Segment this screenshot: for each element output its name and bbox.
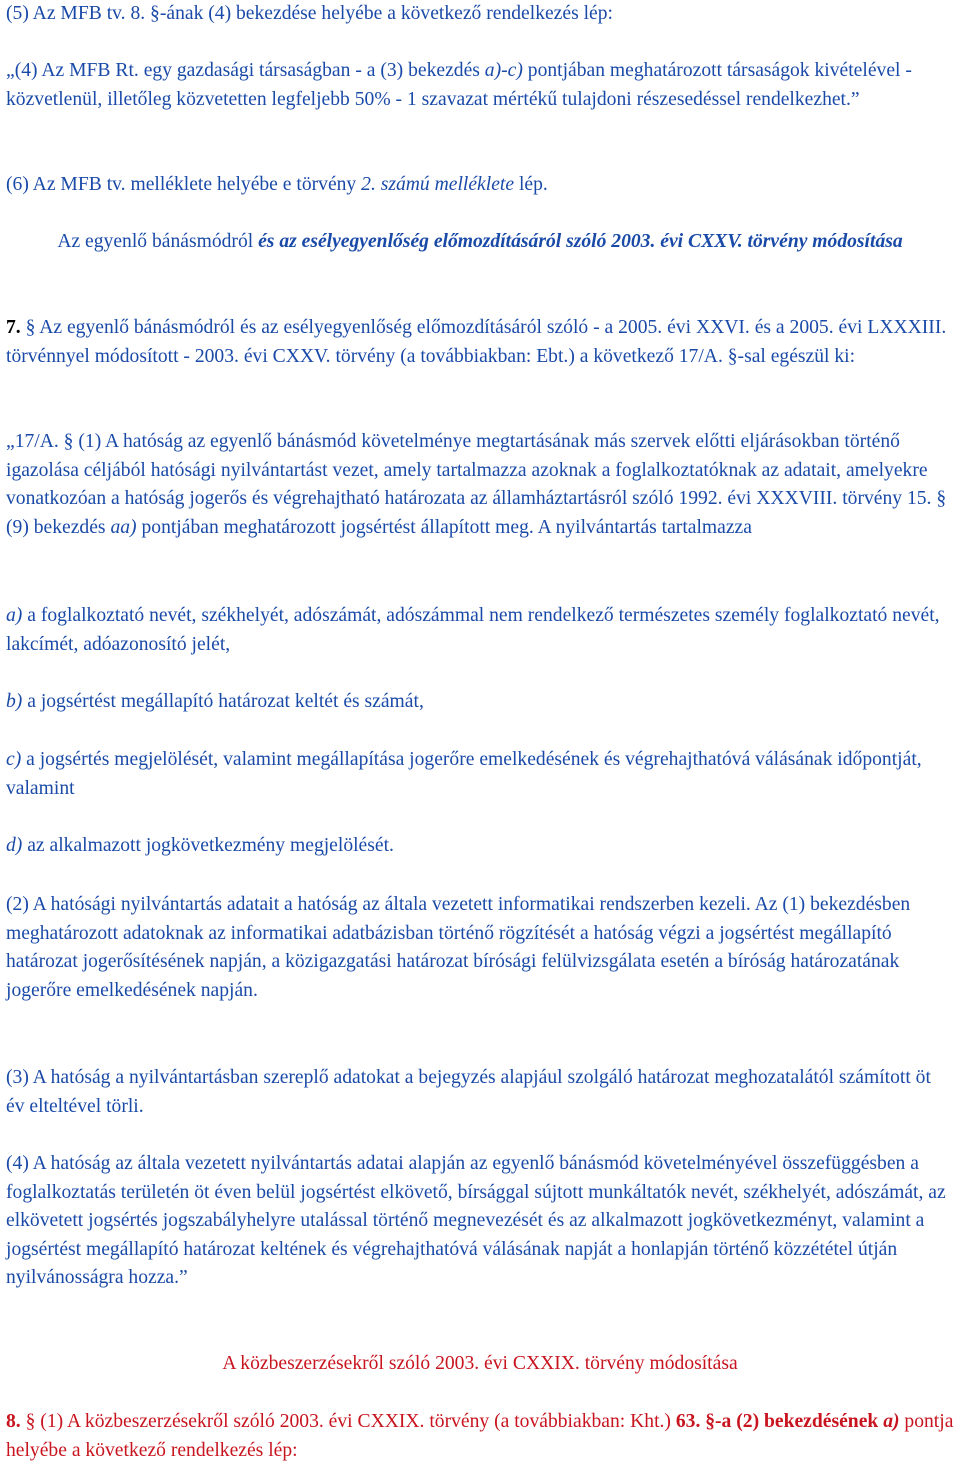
section-heading-kht bbox=[6, 1350, 954, 1379]
paragraph-text: „(4) Az MFB Rt. egy gazdasági társaságban - a (3) bekezdés bbox=[6, 60, 485, 81]
section-17a-paragraph-2 bbox=[6, 891, 954, 1005]
section-17a-paragraph-4 bbox=[6, 1150, 954, 1293]
list-label: d) bbox=[6, 835, 23, 856]
paragraph-text: „17/A. § (1) A hatóság az egyenlő bánásmód követelménye megtartásának más szervek előtti eljárásokban történő igazolása céljából hatósági nyilvántartást vezet, amely tartalmazza azoknak a foglalkoztatóknak az adatait, amelyekre vonatkozóan a hatóság jogerős és végrehajtható határozata az államháztartásról szóló 1992. évi XXXVIII. törvény 15. § (9) bekezdés bbox=[6, 431, 947, 538]
paragraph-text: § (1) A közbeszerzésekről szóló 2003. évi CXXIX. törvény (a továbbiakban: Kht.) bbox=[20, 1411, 676, 1432]
paragraph-text: lép. bbox=[514, 174, 548, 195]
quoted-paragraph-4 bbox=[6, 57, 954, 114]
annex-reference: 2. számú melléklete bbox=[361, 174, 515, 195]
paragraph-text: pontjában meghatározott társaságok kivételével - közvetlenül, illetőleg közvetetten legfeljebb 50% - 1 szavazat mértékű tulajdoni részesedéssel rendelkezhet.” bbox=[6, 60, 912, 110]
list-item-b bbox=[6, 688, 954, 717]
section-17a-paragraph-3 bbox=[6, 1064, 954, 1121]
section-heading-ebt bbox=[30, 228, 930, 257]
paragraph-text: § Az egyenlő bánásmódról és az esélyegyenlőség előmozdításáról szóló - a 2005. évi XXVI. és a 2005. évi LXXXIII. törvénnyel módosított - 2003. évi CXXV. törvény (a továbbiakban: Ebt.) a következő 17/A. §-sal egészül ki: bbox=[6, 317, 947, 367]
heading-emphasis: és az esélyegyenlőség előmozdításáról szóló 2003. évi CXXV. törvény módosítása bbox=[258, 231, 903, 252]
point-reference: a)-c) bbox=[484, 60, 523, 81]
list-item-c bbox=[6, 746, 954, 803]
paragraph-text: (5) Az MFB tv. 8. §-ának (4) bekezdése helyébe a következő rendelkezés lép: bbox=[6, 3, 613, 24]
paragraph-6 bbox=[6, 171, 954, 200]
heading-text: Az egyenlő bánásmódról bbox=[57, 231, 259, 252]
list-label: b) bbox=[6, 691, 23, 712]
list-text: a jogsértést megállapító határozat keltét és számát, bbox=[22, 691, 424, 712]
list-item-a bbox=[6, 602, 954, 659]
section-17a-paragraph-1 bbox=[6, 428, 954, 542]
paragraph-text: (6) Az MFB tv. melléklete helyébe e törvény bbox=[6, 174, 362, 195]
paragraph-text: (4) A hatóság az általa vezetett nyilvántartás adatai alapján az egyenlő bánásmód követelményével összefüggésben a foglalkoztatás területén öt éven belül jogsértést elkövető, bírsággal sújtott munkáltatók nevét, székhelyét, adószámát, az elkövetett jogsértés jogszabályhelyre utalással történő megnevezését és az alkalmazott jogkövetkezményt, valamint a jogsértést megállapító határozat keltének és végrehajthatóvá válásának napját a honlapján történő közzététel útján nyilvánosságra hozza.” bbox=[6, 1153, 946, 1288]
paragraph-reference: 63. §-a (2) bekezdésének bbox=[675, 1411, 884, 1432]
list-item-d bbox=[6, 832, 954, 861]
section-8 bbox=[6, 1408, 954, 1465]
paragraph-5 bbox=[6, 0, 954, 29]
point-reference: aa) bbox=[110, 516, 137, 538]
list-label: a) bbox=[6, 605, 23, 626]
heading-text: A közbeszerzésekről szóló 2003. évi CXXIX. törvény módosítása bbox=[222, 1353, 738, 1374]
list-label: c) bbox=[6, 749, 22, 770]
paragraph-text: (3) A hatóság a nyilvántartásban szereplő adatokat a bejegyzés alapjául szolgáló határozat meghozatalától számított öt év elteltével törli. bbox=[6, 1067, 931, 1117]
paragraph-text: pontjában meghatározott jogsértést állapított meg. A nyilvántartás tartalmazza bbox=[136, 516, 752, 538]
list-text: az alkalmazott jogkövetkezmény megjelölését. bbox=[22, 835, 394, 856]
list-text: a foglalkoztató nevét, székhelyét, adószámát, adószámmal nem rendelkező természetes személy foglalkoztató nevét, lakcímét, adóazonosító jelét, bbox=[6, 605, 940, 655]
list-text: a jogsértés megjelölését, valamint megállapítása jogerőre emelkedésének és végrehajthatóvá válásának időpontját, valamint bbox=[6, 749, 922, 799]
section-7 bbox=[6, 314, 954, 371]
section-number: 7. bbox=[6, 317, 21, 338]
paragraph-text: pontja helyébe a következő rendelkezés lép: bbox=[6, 1411, 954, 1461]
point-reference: a) bbox=[883, 1411, 900, 1432]
paragraph-text: (2) A hatósági nyilvántartás adatait a hatóság az általa vezetett informatikai rendszerben kezeli. Az (1) bekezdésben meghatározott adatoknak az informatikai adatbázisban történő rögzítését a hatóság végzi a jogsértést megállapító határozat jogerősítésének napján, a közigazgatási határozat bírósági felülvizsgálata esetén a bíróság határozatának jogerőre emelkedésének napján. bbox=[6, 894, 911, 1001]
section-number: 8. bbox=[6, 1411, 21, 1432]
